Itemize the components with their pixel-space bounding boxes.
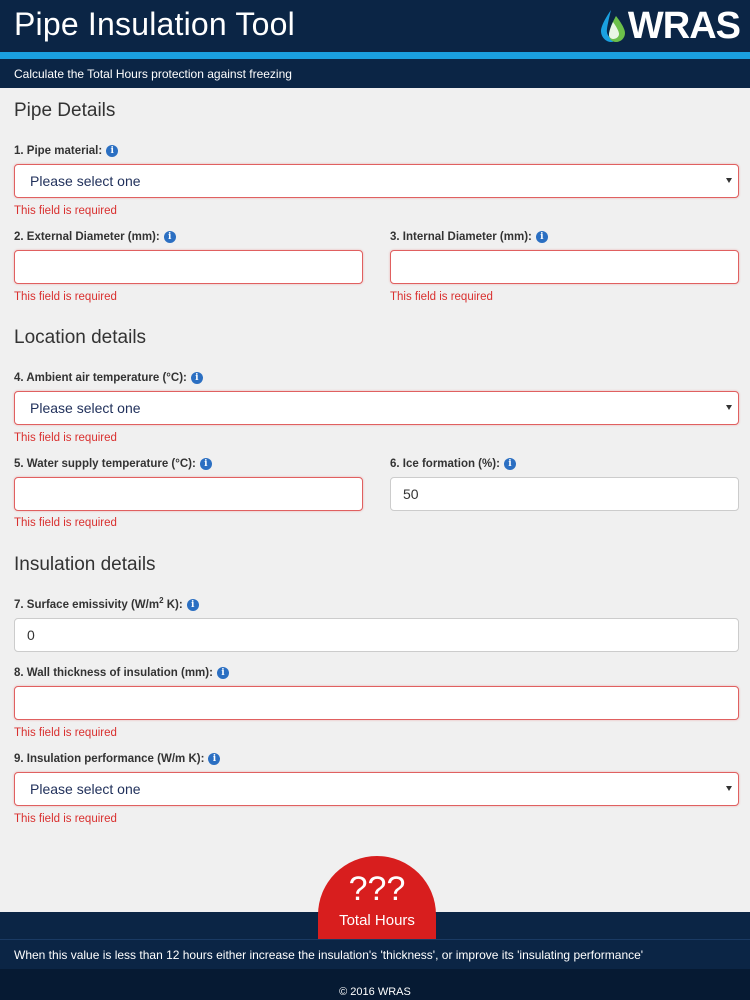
pipe-material-select[interactable] (14, 164, 739, 198)
info-icon[interactable]: i (217, 667, 229, 679)
caret-down-icon (726, 786, 732, 791)
water-drop-icon (598, 8, 628, 44)
info-icon[interactable]: i (536, 231, 548, 243)
footer-copyright (0, 969, 750, 1000)
section-title-pipe-details: Pipe Details (14, 100, 116, 121)
surface-emissivity-label-sup: 2 (159, 596, 164, 606)
info-icon[interactable]: i (187, 599, 199, 611)
wras-logo[interactable] (598, 6, 740, 46)
footer-note (0, 939, 750, 969)
insulation-performance-label-text: 9. Insulation performance (W/m K): (14, 753, 205, 765)
ice-formation-input-value: 50 (403, 486, 419, 502)
info-icon[interactable]: i (106, 145, 118, 157)
app-header (0, 0, 750, 52)
info-icon[interactable]: i (164, 231, 176, 243)
info-icon[interactable]: i (200, 458, 212, 470)
water-temp-input[interactable] (14, 477, 363, 511)
ambient-temp-error: This field is required (14, 432, 117, 444)
insulation-performance-select[interactable] (14, 772, 739, 806)
wall-thickness-label (14, 667, 229, 679)
caret-down-icon (726, 178, 732, 183)
pipe-material-select-value: Please select one (30, 173, 141, 189)
external-diameter-error: This field is required (14, 291, 117, 303)
insulation-performance-select-value: Please select one (30, 781, 141, 797)
header-accent-stripe (0, 52, 750, 59)
wall-thickness-label-text: 8. Wall thickness of insulation (mm): (14, 667, 213, 679)
pipe-material-label-text: 1. Pipe material: (14, 145, 103, 157)
total-hours-value: ??? (348, 870, 406, 908)
surface-emissivity-input[interactable] (14, 618, 739, 652)
info-icon[interactable]: i (504, 458, 516, 470)
ambient-temp-select-value: Please select one (30, 400, 141, 416)
subheader-text: Calculate the Total Hours protection against freezing (14, 67, 292, 81)
page-title: Pipe Insulation Tool (14, 6, 295, 42)
wall-thickness-error: This field is required (14, 727, 117, 739)
ice-formation-label-text: 6. Ice formation (%): (390, 458, 500, 470)
wall-thickness-input[interactable] (14, 686, 739, 720)
water-temp-label-text: 5. Water supply temperature (°C): (14, 458, 196, 470)
pipe-material-error: This field is required (14, 205, 117, 217)
water-temp-label (14, 458, 212, 470)
external-diameter-input[interactable] (14, 250, 363, 284)
footer-note-text: When this value is less than 12 hours either increase the insulation's 'thickness', or improve its 'insulating performance' (14, 948, 644, 962)
internal-diameter-input[interactable] (390, 250, 739, 284)
pipe-material-label (14, 145, 118, 157)
total-hours-result (318, 856, 436, 940)
internal-diameter-label (390, 231, 548, 243)
internal-diameter-error: This field is required (390, 291, 493, 303)
ambient-temp-label (14, 372, 203, 384)
insulation-performance-label (14, 753, 220, 765)
surface-emissivity-label-text (14, 596, 183, 611)
logo-text: WRAS (627, 4, 740, 47)
surface-emissivity-label (14, 596, 199, 611)
surface-emissivity-input-value: 0 (27, 627, 35, 643)
total-hours-label: Total Hours (339, 912, 415, 929)
copyright-text: © 2016 WRAS (339, 986, 411, 998)
insulation-performance-error: This field is required (14, 813, 117, 825)
subheader (0, 59, 750, 88)
ambient-temp-select[interactable] (14, 391, 739, 425)
caret-down-icon (726, 405, 732, 410)
external-diameter-label-text: 2. External Diameter (mm): (14, 231, 160, 243)
surface-emissivity-label-pre: 7. Surface emissivity (W/m (14, 599, 160, 611)
ambient-temp-label-text: 4. Ambient air temperature (°C): (14, 372, 187, 384)
ice-formation-label (390, 458, 516, 470)
external-diameter-label (14, 231, 176, 243)
info-icon[interactable]: i (208, 753, 220, 765)
internal-diameter-label-text: 3. Internal Diameter (mm): (390, 231, 532, 243)
section-title-insulation-details: Insulation details (14, 554, 156, 575)
surface-emissivity-label-post: K): (163, 599, 183, 611)
water-temp-error: This field is required (14, 517, 117, 529)
info-icon[interactable]: i (191, 372, 203, 384)
ice-formation-input[interactable] (390, 477, 739, 511)
section-title-location-details: Location details (14, 327, 147, 348)
